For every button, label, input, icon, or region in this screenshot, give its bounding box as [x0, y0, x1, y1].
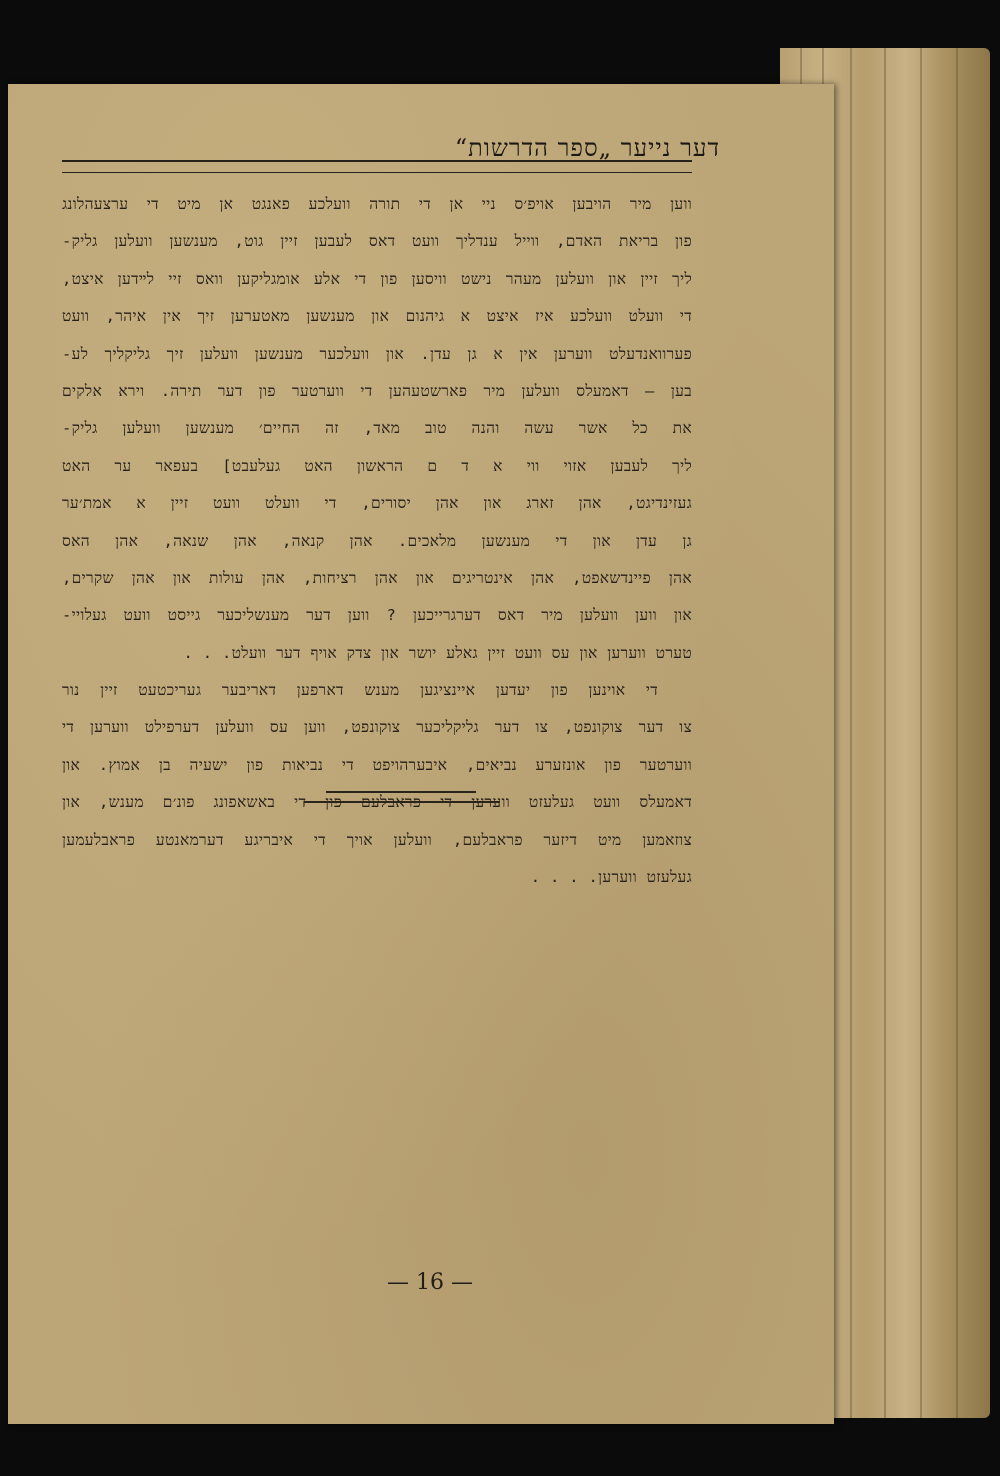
text-line: צו דער צוקונפט, צו דער גליקליכער צוקונפט, ווען עס וועלען דערפילט ווערען די — [62, 718, 692, 737]
body-text — [62, 186, 692, 896]
text-line: ליך לעבען אזוי ווי א ד ם הראשון האט געלעבט] בעפאר ער האט — [62, 456, 692, 475]
text-line: ווען מיר הויבען אויפ׳ס ניי אן די תורה וועלכע פאנגט אן מיט די ערצעהלונג — [62, 195, 692, 213]
text-line: צוזאמען מיט דיזער פראבלעם, וועלען אויך די איבריגע דערמאנטע פראבלעמען — [62, 830, 692, 849]
page-edge-line — [956, 48, 958, 1418]
text-line: געלעזט ווערען. . . . — [530, 868, 692, 887]
header-rule — [62, 160, 692, 162]
text-line: די אוינען פון יעדען איינציגען מענש דארפען דאריבער געריכטעט זיין נור — [62, 681, 658, 700]
header-rule-thin — [62, 172, 692, 173]
page-edge-line — [850, 48, 852, 1418]
page-number: — 16 — — [387, 1270, 473, 1295]
running-header: דער נייער „ספר הדרשות“ — [454, 134, 720, 162]
text-line: געזינדיגט, אהן זארג און אהן יסורים, די וועלט וועט זיין א אמת׳ער — [62, 494, 692, 513]
text-line: ליך זיין און וועלען מעהר נישט וויסען פון די אלע אומגליקען וואס זיי לײדען איצט, — [62, 269, 692, 288]
section-end-rule — [304, 801, 500, 803]
text-line: די וועלט וועלכע איז איצט א גיהנום און מענשען מאטערען זיך אין איהר, וועט — [62, 307, 692, 326]
page-edge-line — [884, 48, 886, 1418]
text-line: טערט ווערען און עס וועט זיין גאלע יושר און צדק אויף דער וועלט. . . — [183, 643, 692, 662]
section-end-rule — [326, 791, 476, 793]
page-edge-line — [920, 48, 922, 1418]
text-line: און ווען וועלען מיר דאס דערגרייכען ? ווען דער מענשליכער גייסט וועט געלויי- — [62, 606, 692, 625]
text-line: אהן פיינדשאפט, אהן אינטריגים און אהן רציחות, אהן עולות און אהן שקרים, — [62, 568, 692, 587]
text-line: את כל אשר עשה והנה טוב מאד, זה החיים׳ מענשען וועלען גליק- — [62, 419, 692, 438]
text-line: פערוואנדעלט ווערען אין א גן עדן. און וועלכער מענשען וועלען זיך גליקליך לע- — [62, 344, 692, 363]
text-line: גן עדן און די מענשען מלאכים. אהן קנאה, אהן שנאה, אהן האס — [62, 531, 692, 550]
text-line: דאמעלס וועט געלעזט ווערען די פראבלעם פון די באשאפונג פונ׳ם מענש, און — [62, 793, 692, 812]
text-line: פון בריאת האדם, ווייל ענדליך וועט דאס לעבען זיין גוט, מענשען וועלען גליק- — [62, 232, 692, 251]
text-line: ווערטער פון אונזערע נביאים, איבערהויפט די נביאות פון ישעיה בן אמוץ. און — [62, 755, 692, 774]
text-line: בען — דאמעלס וועלען מיר פארשטעהען די ווערטער פון דער תירה. וירא אלקים — [62, 381, 692, 400]
